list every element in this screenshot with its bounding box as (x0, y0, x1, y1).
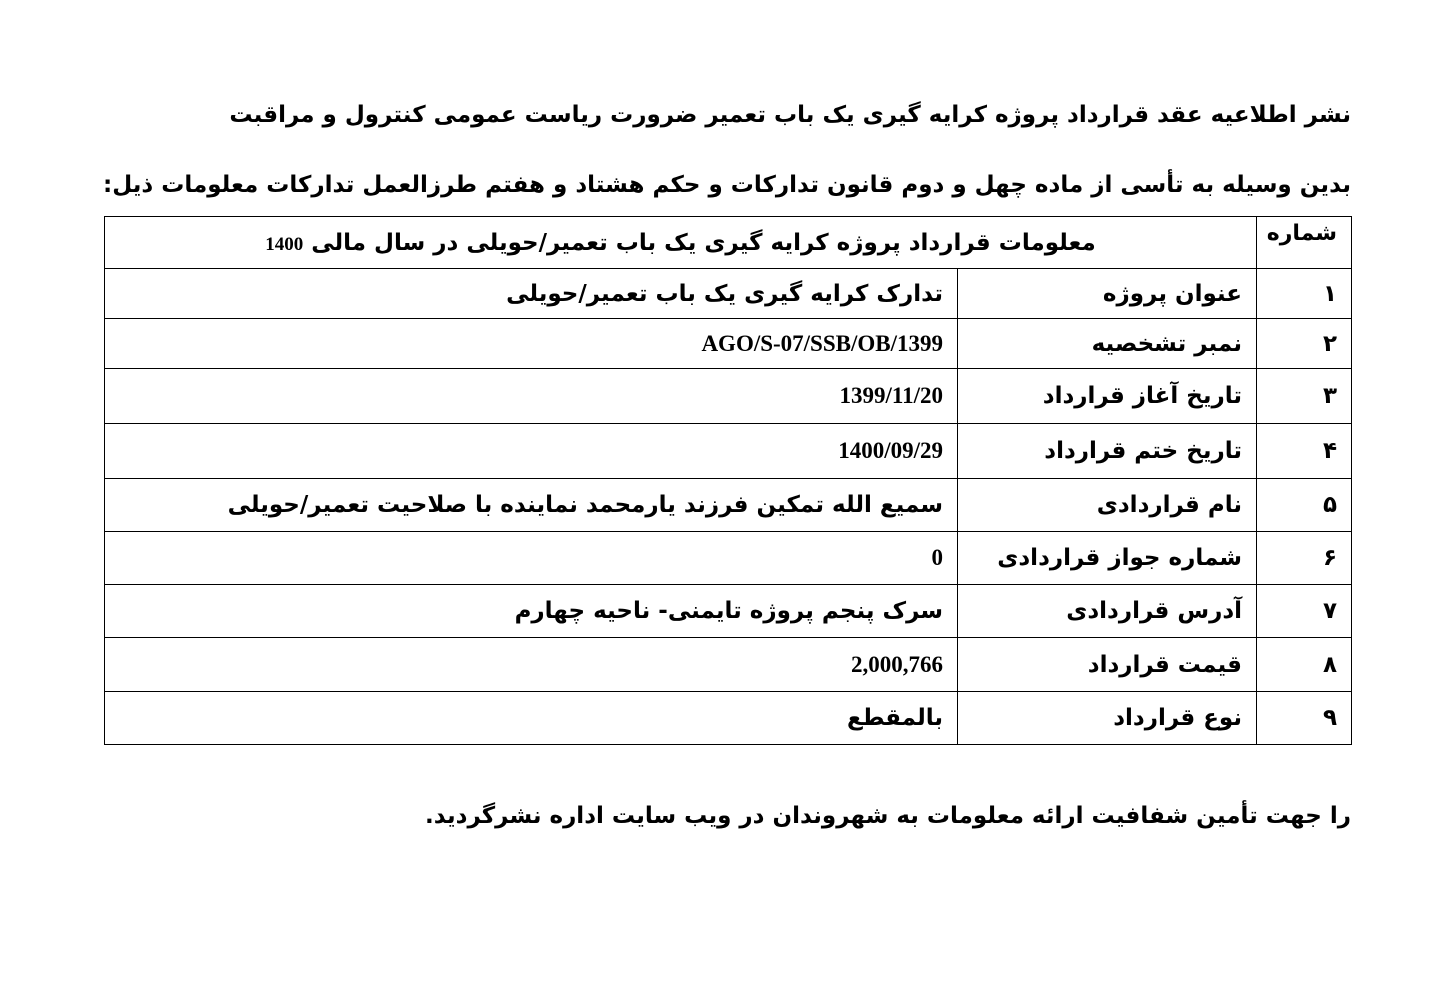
table-row (105, 585, 1352, 638)
row-label: نوع قرارداد (958, 692, 1257, 745)
row-label: عنوان پروژه (958, 269, 1257, 319)
row-value-text: 1400/09/29 (838, 438, 943, 463)
footer-paragraph: را جهت تأمین شفافیت ارائه معلومات به شهروندان در ویب سایت اداره نشرگردید. (424, 803, 1351, 829)
row-value: تدارک کرایه گیری یک باب تعمیر/حویلی (105, 269, 958, 319)
row-value-text: 2,000,766 (851, 651, 943, 677)
table-row (105, 479, 1352, 532)
row-value (105, 424, 958, 479)
row-label: آدرس قراردادی (958, 585, 1257, 638)
number-column-header: شماره (1257, 217, 1352, 269)
row-number: ۳ (1257, 369, 1352, 424)
table-header-row (105, 217, 1352, 269)
table-title-text: معلومات قرارداد پروژه کرایه گیری یک باب تعمیر/حویلی در سال مالی (311, 229, 1096, 256)
row-value: سمیع الله تمکین فرزند یارمحمد نماینده با صلاحیت تعمیر/حویلی (105, 479, 958, 532)
row-value (105, 369, 958, 424)
row-label: نام قراردادی (958, 479, 1257, 532)
row-label: تاریخ آغاز قرارداد (958, 369, 1257, 424)
row-label: شماره جواز قراردادی (958, 532, 1257, 585)
table-row (105, 369, 1352, 424)
row-number: ۱ (1257, 269, 1352, 319)
document-title: نشر اطلاعیه عقد قرارداد پروژه کرایه گیری یک باب تعمیر ضرورت ریاست عمومی کنترول و مراقبت (229, 102, 1351, 128)
table-row (105, 319, 1352, 369)
row-number: ۲ (1257, 319, 1352, 369)
table-row (105, 532, 1352, 585)
row-number: ۴ (1257, 424, 1352, 479)
row-value (105, 319, 958, 369)
row-value (105, 532, 958, 585)
row-label: قیمت قرارداد (958, 638, 1257, 692)
row-value-text: AGO/S-07/SSB/OB/1399 (701, 330, 943, 356)
contract-info-table (104, 216, 1352, 745)
row-number: ۷ (1257, 585, 1352, 638)
table-row (105, 692, 1352, 745)
row-value (105, 638, 958, 692)
table-row (105, 269, 1352, 319)
row-value-text: 0 (931, 545, 943, 570)
row-number: ۶ (1257, 532, 1352, 585)
intro-paragraph: بدین وسیله به تأسی از ماده چهل و دوم قانون تدارکات و حکم هشتاد و هفتم طرزالعمل تدارکات معلومات ذیل: (103, 172, 1351, 198)
row-value: بالمقطع (105, 692, 958, 745)
row-value: سرک پنجم پروژه تایمنی- ناحیه چهارم (105, 585, 958, 638)
row-number: ۵ (1257, 479, 1352, 532)
table-row (105, 424, 1352, 479)
fiscal-year: 1400 (265, 233, 304, 255)
row-number: ۸ (1257, 638, 1352, 692)
table-row (105, 638, 1352, 692)
row-label: تاریخ ختم قرارداد (958, 424, 1257, 479)
row-number: ۹ (1257, 692, 1352, 745)
table-title-cell (105, 217, 1257, 269)
row-label: نمبر تشخصیه (958, 319, 1257, 369)
row-value-text: 1399/11/20 (839, 383, 943, 408)
